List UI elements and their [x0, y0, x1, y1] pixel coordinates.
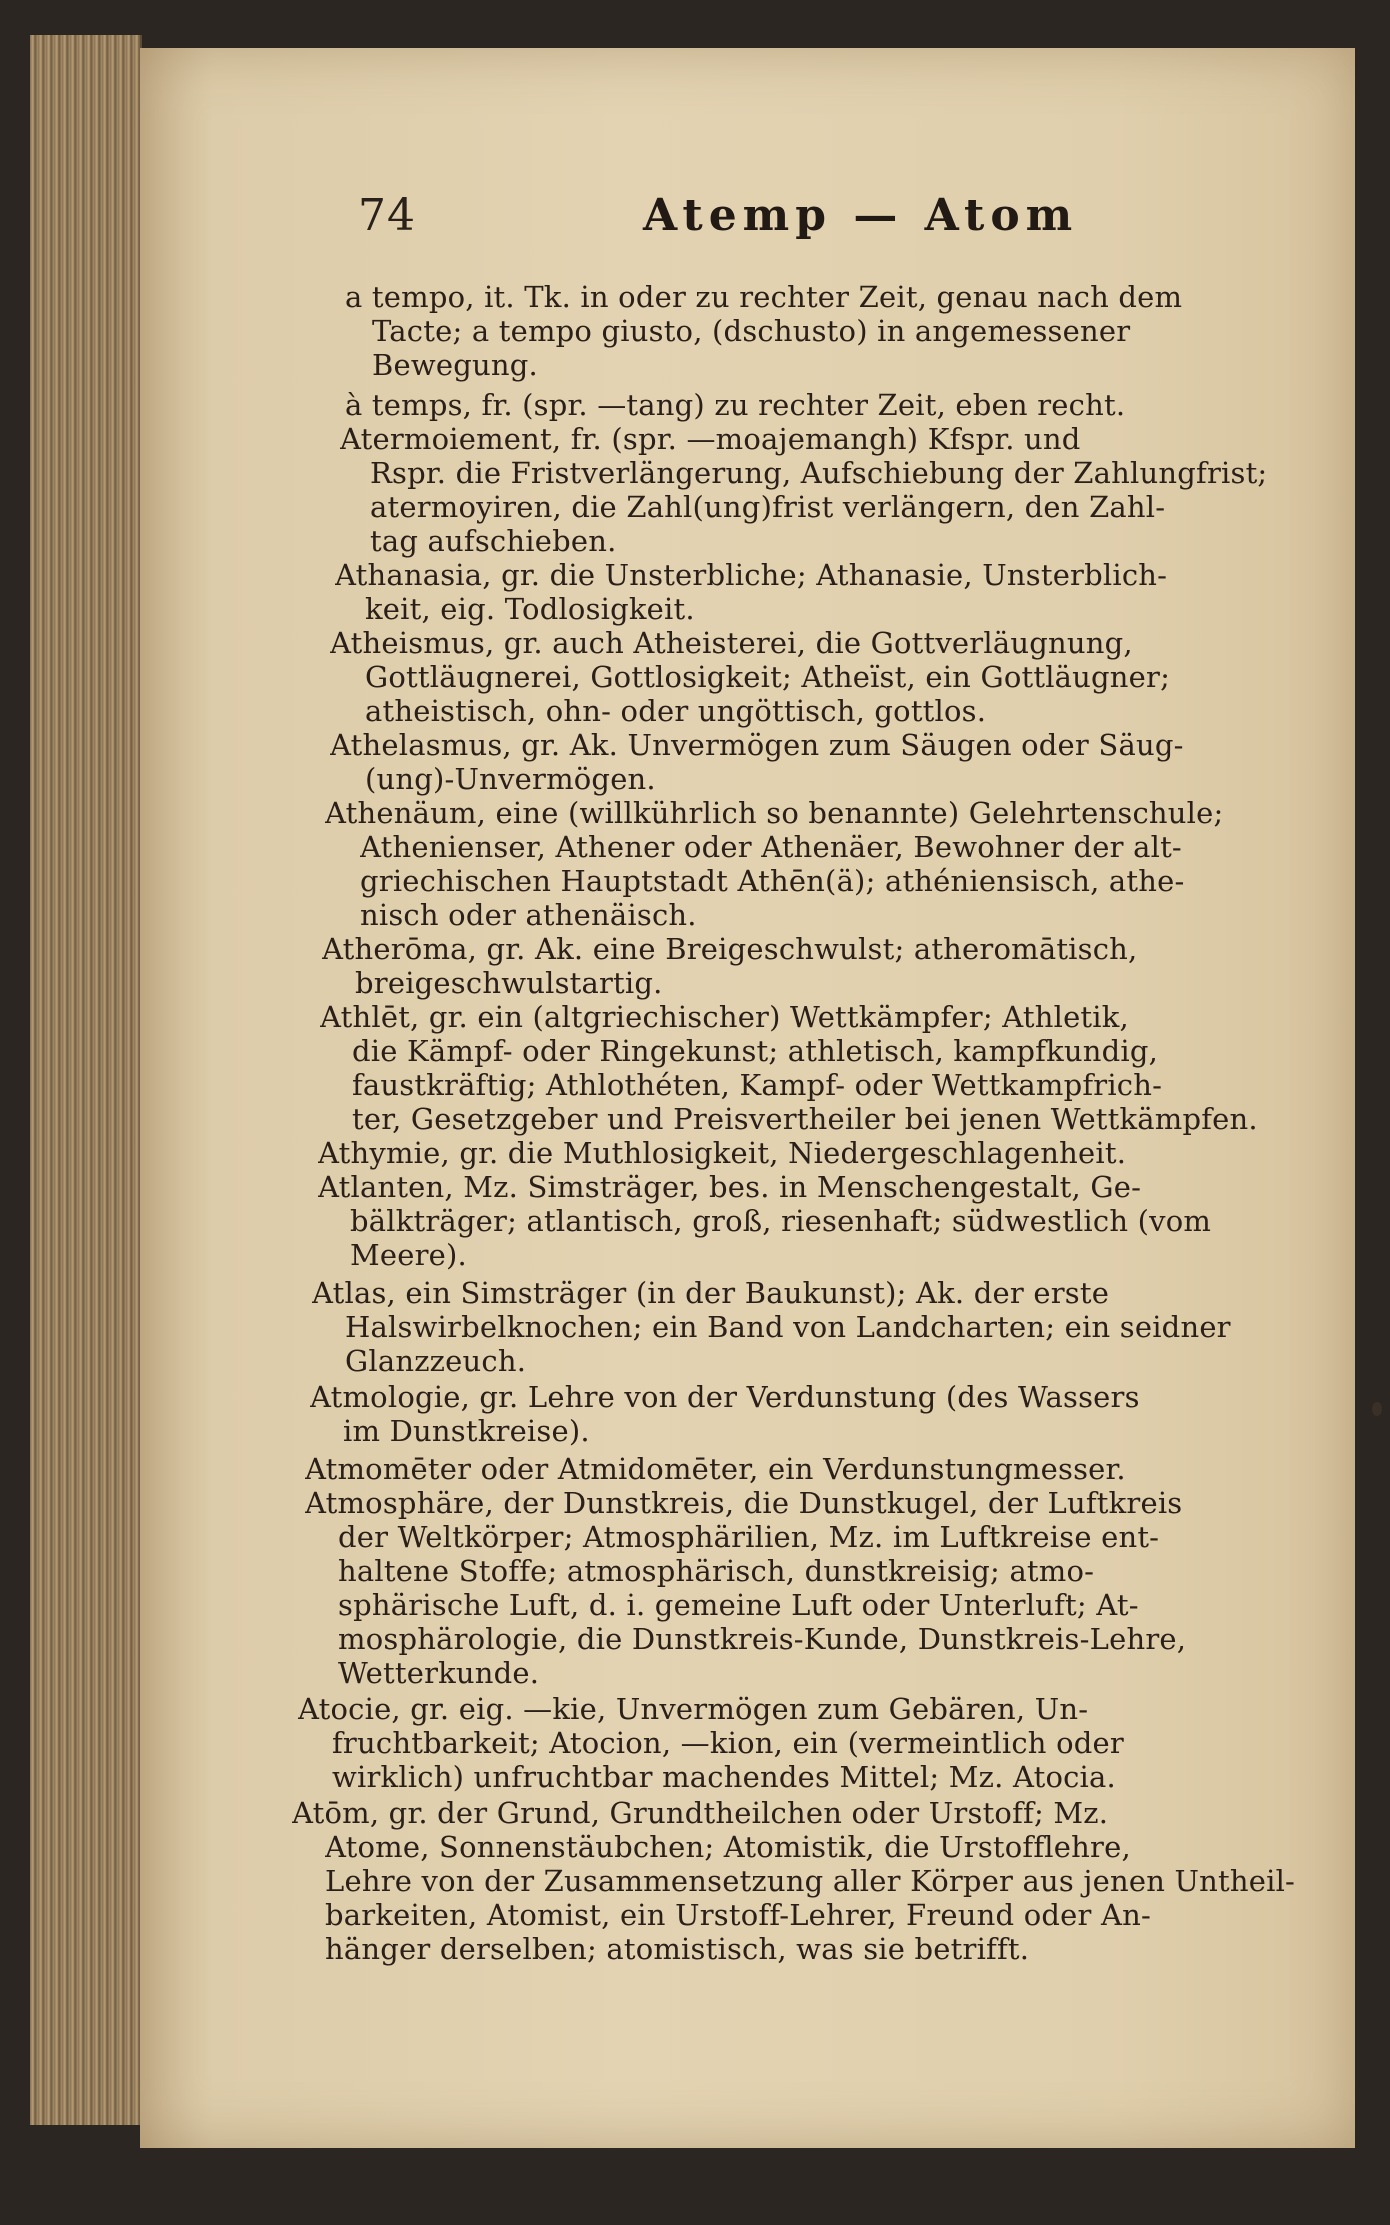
- entry-line: Atherōma, gr. Ak. eine Breigeschwulst; atheromātisch,: [322, 932, 1138, 966]
- entry-line: bälkträger; atlantisch, groß, riesenhaft; südwestlich (vom: [350, 1204, 1212, 1238]
- entry-line: wirklich) unfruchtbar machendes Mittel; Mz. Atocia.: [332, 1760, 1116, 1794]
- entry-line: die Kämpf- oder Ringekunst; athletisch, kampfkundig,: [352, 1034, 1159, 1068]
- entry-line: hänger derselben; atomistisch, was sie betrifft.: [325, 1932, 1030, 1966]
- page-number: 74: [358, 190, 416, 241]
- entry-line: Atōm, gr. der Grund, Grundtheilchen oder Urstoff; Mz.: [292, 1796, 1109, 1830]
- entry-line: Halswirbelknochen; ein Band von Landcharten; ein seidner: [345, 1310, 1231, 1344]
- entry-line: atermoyiren, die Zahl(ung)frist verlängern, den Zahl-: [370, 490, 1166, 524]
- entry-line: fruchtbarkeit; Atocion, —kion, ein (vermeintlich oder: [332, 1726, 1124, 1760]
- entry-line: Athlēt, gr. ein (altgriechischer) Wettkämpfer; Athletik,: [320, 1000, 1129, 1034]
- entry-line: atheistisch, ohn- oder ungöttisch, gottlos.: [365, 694, 987, 728]
- entry-line: Tacte; a tempo giusto, (dschusto) in angemessener: [372, 314, 1131, 348]
- entry-line: Bewegung.: [372, 348, 538, 382]
- running-head: Atemp — Atom: [643, 190, 1079, 241]
- entry-line: Atlas, ein Simsträger (in der Baukunst); Ak. der erste: [312, 1276, 1110, 1310]
- entry-line: a tempo, it. Tk. in oder zu rechter Zeit, genau nach dem: [345, 280, 1183, 314]
- entry-line: der Weltkörper; Atmosphärilien, Mz. im Luftkreise ent-: [338, 1520, 1160, 1554]
- entry-line: faustkräftig; Athlothéten, Kampf- oder Wettkampfrich-: [352, 1068, 1163, 1102]
- entry-line: barkeiten, Atomist, ein Urstoff-Lehrer, Freund oder An-: [325, 1898, 1152, 1932]
- entry-line: (ung)-Unvermögen.: [365, 762, 656, 796]
- entry-line: Atocie, gr. eig. —kie, Unvermögen zum Gebären, Un-: [298, 1692, 1089, 1726]
- entry-line: à temps, fr. (spr. —tang) zu rechter Zeit, eben recht.: [345, 388, 1126, 422]
- entry-line: keit, eig. Todlosigkeit.: [365, 592, 695, 626]
- entry-line: Wetterkunde.: [338, 1656, 540, 1690]
- entry-line: Glanzzeuch.: [345, 1344, 527, 1378]
- entry-line: Atmomēter oder Atmidomēter, ein Verdunstungmesser.: [305, 1452, 1126, 1486]
- entry-line: Atermoiement, fr. (spr. —moajemangh) Kfspr. und: [340, 422, 1081, 456]
- entry-line: mosphärologie, die Dunstkreis-Kunde, Dunstkreis-Lehre,: [338, 1622, 1187, 1656]
- entry-line: Meere).: [350, 1238, 467, 1272]
- entry-line: tag aufschieben.: [370, 524, 617, 558]
- entry-line: Athymie, gr. die Muthlosigkeit, Niedergeschlagenheit.: [318, 1136, 1127, 1170]
- entry-line: Athanasia, gr. die Unsterbliche; Athanasie, Unsterblich-: [335, 558, 1168, 592]
- entry-line: Athelasmus, gr. Ak. Unvermögen zum Säugen oder Säug-: [330, 728, 1184, 762]
- entry-line: Gottläugnerei, Gottlosigkeit; Atheïst, ein Gottläugner;: [365, 660, 1171, 694]
- entry-line: griechischen Hauptstadt Athēn(ä); athéniensisch, athe-: [360, 864, 1185, 898]
- page-header: [208, 190, 1079, 260]
- entry-line: sphärische Luft, d. i. gemeine Luft oder Unterluft; At-: [338, 1588, 1139, 1622]
- entry-line: haltene Stoffe; atmosphärisch, dunstkreisig; atmo-: [338, 1554, 1095, 1588]
- entry-line: Atlanten, Mz. Simsträger, bes. in Menschengestalt, Ge-: [318, 1170, 1142, 1204]
- entry-line: im Dunstkreise).: [343, 1414, 590, 1448]
- entry-line: Atmosphäre, der Dunstkreis, die Dunstkugel, der Luftkreis: [305, 1486, 1183, 1520]
- entry-line: Atome, Sonnenstäubchen; Atomistik, die Urstofflehre,: [325, 1830, 1131, 1864]
- entry-line: Rspr. die Fristverlängerung, Aufschiebung der Zahlungfrist;: [370, 456, 1268, 490]
- entry-line: Lehre von der Zusammensetzung aller Körper aus jenen Untheil-: [325, 1864, 1295, 1898]
- entry-line: breigeschwulstartig.: [355, 966, 663, 1000]
- entry-line: Atmologie, gr. Lehre von der Verdunstung (des Wassers: [310, 1380, 1140, 1414]
- entry-line: Athenäum, eine (willkührlich so benannte) Gelehrtenschule;: [325, 796, 1224, 830]
- entry-line: Athenienser, Athener oder Athenäer, Bewohner der alt-: [360, 830, 1182, 864]
- entry-line: nisch oder athenäisch.: [360, 898, 697, 932]
- entry-line: Atheismus, gr. auch Atheisterei, die Gottverläugnung,: [330, 626, 1133, 660]
- page-mark: [1372, 1402, 1382, 1416]
- dictionary-entries: [0, 280, 1390, 2000]
- entry-line: ter, Gesetzgeber und Preisvertheiler bei jenen Wettkämpfen.: [352, 1102, 1258, 1136]
